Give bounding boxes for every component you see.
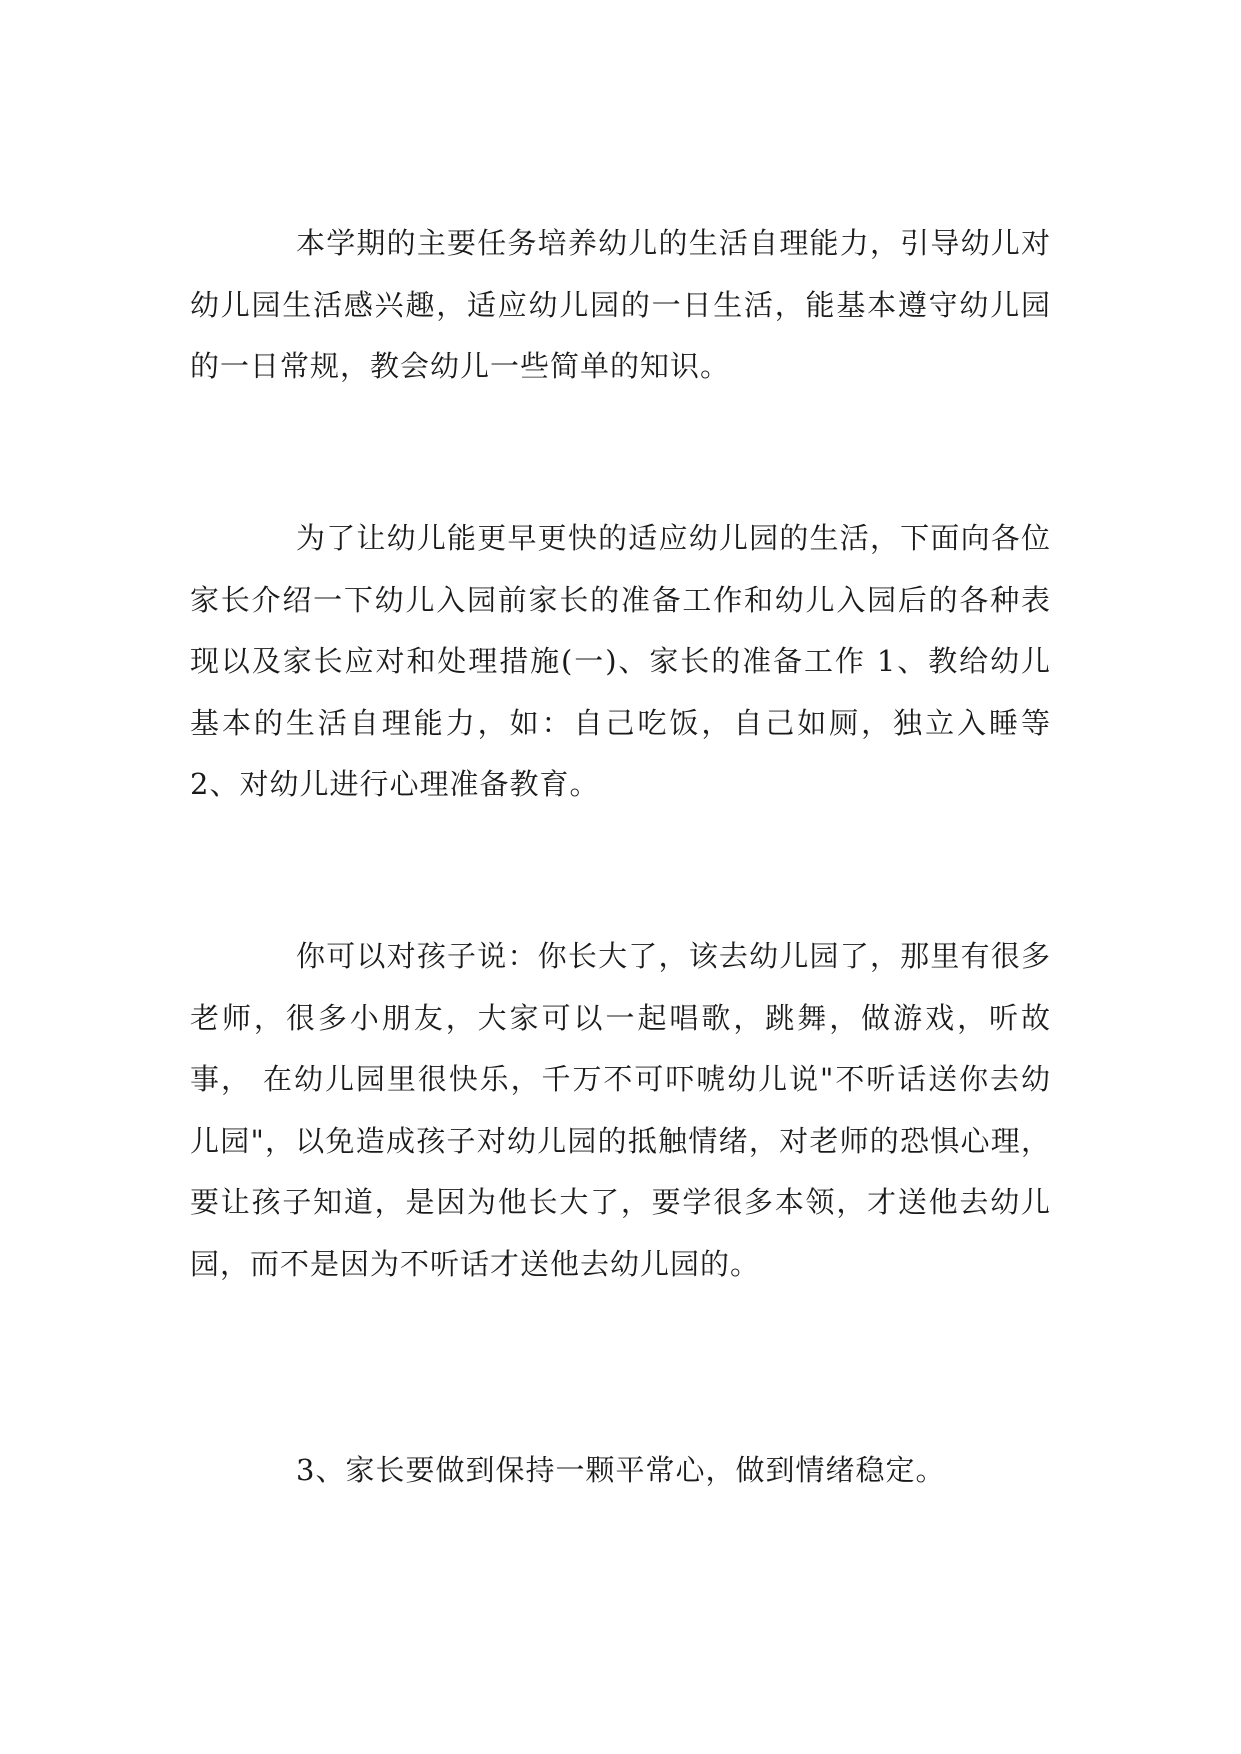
paragraph-2: 为了让幼儿能更早更快的适应幼儿园的生活，下面向各位家长介绍一下幼儿入园前家长的准备工作和幼儿入园后的各种表现以及家长应对和处理措施(一)、家长的准备工作 1、教给幼儿基本的生活自理能力，如：自己吃饭，自己如厕，独立入睡等 2、对幼儿进行心理准备教育。 <box>190 521 1051 801</box>
paragraph-1: 本学期的主要任务培养幼儿的生活自理能力，引导幼儿对幼儿园生活感兴趣，适应幼儿园的一日生活，能基本遵守幼儿园的一日常规，教会幼儿一些简单的知识。 <box>190 226 1051 383</box>
paragraph-4: 3、家长要做到保持一颗平常心，做到情绪稳定。 <box>296 1453 946 1487</box>
paragraph-3: 你可以对孩子说：你长大了，该去幼儿园了，那里有很多老师，很多小朋友，大家可以一起唱歌，跳舞，做游戏，听故事， 在幼儿园里很快乐，千万不可吓唬幼儿说"不听话送你去幼儿园"，以免造成孩子对幼儿园的抵触情绪，对老师的恐惧心理，要让孩子知道，是因为他长大了，要学很多本领，才送他去幼儿园，而不是因为不听话才送他去幼儿园的。 <box>190 939 1051 1281</box>
